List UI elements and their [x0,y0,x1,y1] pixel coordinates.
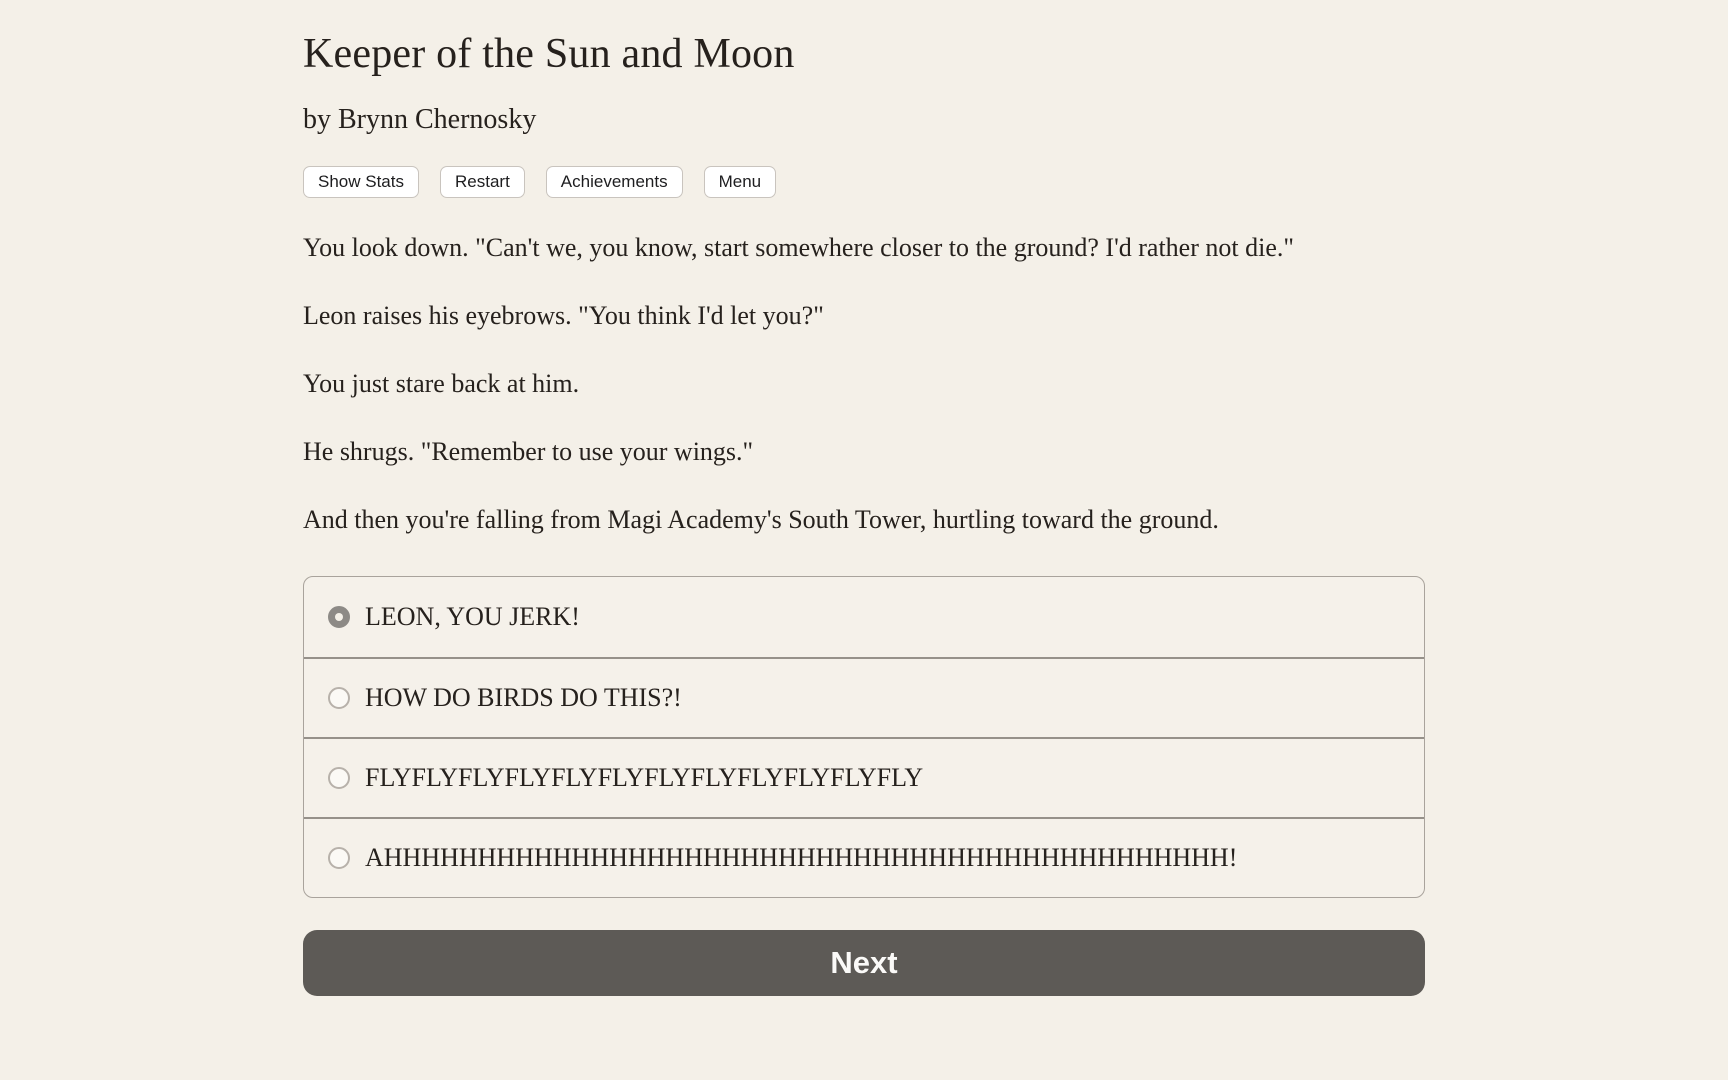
game-page [303,0,1425,996]
story-paragraph: Leon raises his eyebrows. "You think I'd let you?" [303,301,824,331]
toolbar [303,166,1425,198]
menu-button[interactable]: Menu [704,166,777,198]
byline: by Brynn Chernosky [303,104,537,135]
choice-option-4[interactable] [304,817,1424,897]
radio-button-icon[interactable] [328,767,350,789]
choice-label: FLYFLYFLYFLYFLYFLYFLYFLYFLYFLYFLYFLY [365,763,924,793]
choice-label: HOW DO BIRDS DO THIS?! [365,683,682,713]
story-text [303,228,1425,540]
page-title: Keeper of the Sun and Moon [303,31,795,77]
show-stats-button[interactable]: Show Stats [303,166,419,198]
choice-list [303,576,1425,898]
restart-button[interactable]: Restart [440,166,525,198]
choice-label: AHHHHHHHHHHHHHHHHHHHHHHHHHHHHHHHHHHHHHHHHHHHHH! [365,843,1238,873]
choice-option-2[interactable] [304,657,1424,737]
choice-option-1[interactable] [304,577,1424,657]
story-paragraph: And then you're falling from Magi Academy's South Tower, hurtling toward the ground. [303,505,1219,535]
achievements-button[interactable]: Achievements [546,166,683,198]
story-paragraph: You look down. "Can't we, you know, start somewhere closer to the ground? I'd rather not die." [303,233,1294,263]
choice-label: LEON, YOU JERK! [365,602,580,632]
radio-button-icon[interactable] [328,687,350,709]
story-paragraph: He shrugs. "Remember to use your wings." [303,437,754,467]
choice-option-3[interactable] [304,737,1424,817]
radio-button-icon[interactable] [328,847,350,869]
radio-button-icon[interactable] [328,606,350,628]
next-button[interactable]: Next [303,930,1425,996]
story-paragraph: You just stare back at him. [303,369,580,399]
